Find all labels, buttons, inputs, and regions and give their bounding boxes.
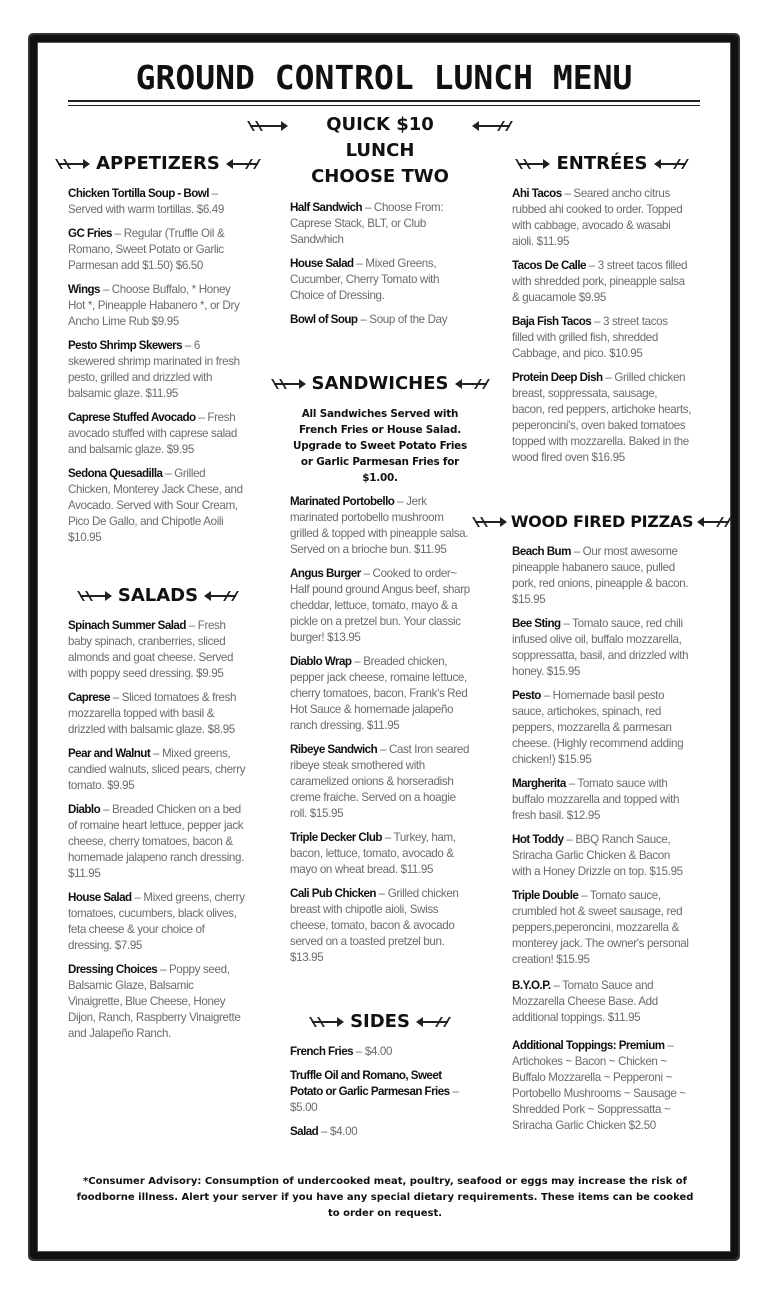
- menu-item: [290, 1044, 470, 1060]
- menu-item-name: Chicken Tortilla Soup - Bowl: [68, 187, 209, 200]
- menu-item-name: GC Fries: [68, 227, 112, 240]
- menu-item: [68, 338, 248, 402]
- menu-item-description: – Served with warm tortillas. $6.49: [68, 187, 224, 216]
- menu-item: [68, 618, 248, 682]
- menu-item-name: Margherita: [512, 777, 566, 790]
- menu-item: [512, 186, 692, 250]
- menu-item-name: Bee Sting: [512, 617, 561, 630]
- menu-item-name: Half Sandwich: [290, 201, 363, 214]
- menu-item-description: – Cooked to order~ Half pound ground Angus beef, sharp cheddar, lettuce, tomato, mayo & a pickle on a pretzel bun. Your classic burger! $13.95: [290, 567, 470, 644]
- menu-item-name: Salad: [290, 1125, 319, 1138]
- menu-item-name: Hot Toddy: [512, 833, 564, 846]
- sides-title: SIDES: [350, 1011, 410, 1032]
- menu-item-description: – $4.00: [353, 1045, 393, 1058]
- menu-item-name: Protein Deep Dish: [512, 371, 603, 384]
- menu-item: [512, 616, 692, 680]
- arrow-right-icon: [312, 1021, 342, 1023]
- salads-title: SALADS: [117, 585, 199, 606]
- menu-item-name: Pesto: [512, 689, 541, 702]
- menu-item: [290, 1124, 470, 1140]
- title-rule-thin: [68, 105, 700, 106]
- menu-item-description: – Tomato sauce, crumbled hot & sweet sausage, red peppers,peperoncini, mozzarella & monterey jack. The owner's personal creation! $15.95: [512, 889, 689, 966]
- menu-item-name: Caprese: [68, 691, 110, 704]
- menu-item-name: Diablo: [68, 803, 101, 816]
- menu-item-description: – Soup of the Day: [357, 313, 448, 326]
- arrow-right-icon: [518, 163, 548, 165]
- menu-item: [290, 494, 470, 558]
- menu-item-description: – Poppy seed, Balsamic Glaze, Balsamic Vinaigrette, Blue Cheese, Honey Dijon, Ranch, Raspberry Vinaigrette and Jalapeño Ranch.: [68, 963, 241, 1040]
- menu-item: [290, 742, 470, 822]
- menu-item: [68, 802, 248, 882]
- menu-item: [512, 544, 692, 608]
- menu-item-description: – Choose Buffalo, * Honey Hot *, Pineapple Habanero *, or Dry Ancho Lime Rub $9.95: [68, 283, 240, 328]
- quick-lunch-subtitle: CHOOSE TWO: [311, 166, 449, 187]
- menu-item-name: Truffle Oil and Romano, Sweet Potato or Garlic Parmesan Fries: [290, 1069, 450, 1098]
- menu-item-description: – Seared ancho citrus rubbed ahi cooked to order. Topped with cabbage, avocado & wasabi aioli. $11.95: [512, 187, 683, 248]
- quick-lunch-heading-text: [290, 112, 470, 190]
- arrow-right-icon: [250, 125, 286, 127]
- quick-lunch-heading: [290, 112, 470, 190]
- menu-item-description: – 6 skewered shrimp marinated in fresh pesto, grilled and drizzled with balsamic glaze. $11.95: [68, 339, 240, 400]
- menu-item-name: House Salad: [290, 257, 354, 270]
- pizzas-heading: [487, 510, 717, 534]
- menu-item-name: Dressing Choices: [68, 963, 158, 976]
- menu-item-name: Triple Double: [512, 889, 579, 902]
- menu-item: [290, 566, 470, 646]
- sandwiches-note: All Sandwiches Served with French Fries or House Salad. Upgrade to Sweet Potato Fries or Garlic Parmesan Fries for $1.00.: [292, 408, 468, 484]
- sides-list: [290, 1044, 470, 1148]
- pizzas-list: [512, 544, 692, 1142]
- quick-lunch-list: [290, 200, 470, 336]
- menu-item-name: Beach Bum: [512, 545, 571, 558]
- menu-item: [512, 1038, 692, 1134]
- menu-item-description: – $5.00: [290, 1085, 459, 1114]
- sandwiches-heading: [290, 372, 470, 396]
- menu-item-name: Caprese Stuffed Avocado: [68, 411, 196, 424]
- menu-item-description: – Fresh avocado stuffed with caprese salad and balsamic glaze. $9.95: [68, 411, 237, 456]
- menu-item-description: – Tomato sauce, red chili infused olive oil, buffalo mozzarella, soppressatta, basil, and drizzled with honey. $15.95: [512, 617, 689, 678]
- title-rule: [68, 100, 700, 102]
- salads-heading: [68, 584, 248, 608]
- right-column: [512, 112, 692, 1148]
- quick-lunch-title: QUICK $10 LUNCH: [326, 114, 434, 161]
- entrees-title: ENTRÉES: [556, 153, 648, 174]
- menu-item: [68, 746, 248, 794]
- menu-item-name: Marinated Portobello: [290, 495, 395, 508]
- menu-item-name: Triple Decker Club: [290, 831, 382, 844]
- menu-item-description: – Jerk marinated portobello mushroom grilled & topped with pineapple salsa. Served on a brioche bun. $11.95: [290, 495, 469, 556]
- menu-item-name: Diablo Wrap: [290, 655, 352, 668]
- menu-item-description: – Cast Iron seared ribeye steak smothered with caramelized onions & horseradish creme fraiche. Served on a hoagie roll. $15.95: [290, 743, 470, 820]
- entrees-list: [512, 186, 692, 474]
- menu-item-name: Sedona Quesadilla: [68, 467, 163, 480]
- menu-item-name: House Salad: [68, 891, 132, 904]
- sandwiches-list: [290, 406, 470, 974]
- pizzas-title: WOOD FIRED PIZZAS: [510, 512, 694, 531]
- menu-item-description: – Our most awesome pineapple habanero sauce, pulled pork, red onions, pineapple & bacon. $15.95: [512, 545, 689, 606]
- menu-item-description: – Fresh baby spinach, cranberries, sliced almonds and goat cheese. Served with poppy seed dressing. $9.95: [68, 619, 234, 680]
- menu-columns: [68, 112, 731, 1148]
- arrow-left-icon: [418, 1021, 448, 1023]
- menu-item-description: – Grilled Chicken, Monterey Jack Chese, and Avocado. Served with Sour Cream, Pico De Gallo, and Chipotle Aoili $10.95: [68, 467, 243, 544]
- appetizers-title: APPETIZERS: [96, 153, 220, 174]
- menu-item: [68, 690, 248, 738]
- menu-item-name: Tacos De Calle: [512, 259, 586, 272]
- arrow-left-icon: [228, 163, 258, 165]
- menu-item-description: – Breaded chicken, pepper jack cheese, romaine lettuce, cherry tomatoes, bacon, Frank's Red Hot Sauce & homemade jalapeño ranch dressing. $11.95: [290, 655, 468, 732]
- menu-item: [68, 186, 248, 218]
- arrow-left-icon: [206, 595, 236, 597]
- menu-item-description: – Mixed Greens, Cucumber, Cherry Tomato with Choice of Dressing.: [290, 257, 440, 302]
- menu-item-name: French Fries: [290, 1045, 353, 1058]
- arrow-right-icon: [475, 521, 505, 523]
- menu-item-description: – 3 street tacos filled with shredded pork, pineapple salsa & guacamole $9.95: [512, 259, 688, 304]
- sides-heading: [290, 1010, 470, 1034]
- menu-item-description: – Artichokes ~ Bacon ~ Chicken ~ Buffalo Mozzarella ~ Pepperoni ~ Portobello Mushrooms ~ Sausage ~ Shredded Pork ~ Soppressatta ~ Sriracha Garlic Chicken $2.50: [512, 1039, 686, 1132]
- sandwiches-title: SANDWICHES: [311, 373, 449, 394]
- menu-item-name: Additional Toppings: Premium: [512, 1039, 665, 1052]
- menu-item: [290, 312, 470, 328]
- arrow-right-icon: [80, 595, 110, 597]
- menu-item-description: – $4.00: [318, 1125, 358, 1138]
- menu-item-name: Ahi Tacos: [512, 187, 562, 200]
- menu-item: [290, 830, 470, 878]
- menu-item: [290, 1068, 470, 1116]
- arrow-left-icon: [656, 163, 686, 165]
- arrow-left-icon: [699, 521, 729, 523]
- menu-item-description: – Tomato Sauce and Mozzarella Cheese Base. Add additional toppings. $11.95: [512, 979, 658, 1024]
- menu-item-name: Baja Fish Tacos: [512, 315, 592, 328]
- menu-item: [68, 226, 248, 274]
- menu-item: [512, 314, 692, 362]
- arrow-left-icon: [474, 125, 510, 127]
- menu-item: [512, 370, 692, 466]
- arrow-right-icon: [58, 163, 88, 165]
- menu-item-description: – Turkey, ham, bacon, lettuce, tomato, avocado & mayo on wheat bread. $11.95: [290, 831, 456, 876]
- menu-item: [512, 688, 692, 768]
- menu-item: [512, 978, 692, 1026]
- menu-item: [512, 832, 692, 880]
- arrow-right-icon: [274, 383, 304, 385]
- menu-item: [290, 256, 470, 304]
- menu-item-description: – 3 street tacos filled with grilled fish, shredded Cabbage, and pico. $10.95: [512, 315, 668, 360]
- menu-item-description: – Mixed greens, candied walnuts, sliced pears, cherry tomato. $9.95: [68, 747, 246, 792]
- menu-item-description: – Tomato sauce with buffalo mozzarella and topped with fresh basil. $12.95: [512, 777, 680, 822]
- menu-item-name: Spinach Summer Salad: [68, 619, 186, 632]
- menu-item: [68, 466, 248, 546]
- left-column: [68, 112, 248, 1148]
- menu-item-description: – BBQ Ranch Sauce, Sriracha Garlic Chicken & Bacon with a Honey Drizzle on top. $15.95: [512, 833, 683, 878]
- menu-item-name: Pesto Shrimp Skewers: [68, 339, 183, 352]
- menu-item-description: – Regular (Truffle Oil & Romano, Sweet Potato or Garlic Parmesan add $1.50) $6.50: [68, 227, 225, 272]
- menu-item-description: – Breaded Chicken on a bed of romaine heart lettuce, pepper jack cheese, cherry tomatoes, bacon & homemade jalapeno ranch dressing. $11.95: [68, 803, 244, 880]
- menu-item-description: – Grilled chicken breast, soppressata, sausage, bacon, red peppers, artichoke hearts, peperoncini's, oven baked tomatoes topped with mozzarella. Baked in the wood fired oven $16.95: [512, 371, 692, 464]
- consumer-advisory: *Consumer Advisory: Consumption of undercooked meat, poultry, seafood or eggs may increase the risk of foodborne illness. Alert your server if you have any special dietary requirements. These items can be cooked to order on request.: [76, 1176, 694, 1219]
- brush-border: [30, 35, 738, 1259]
- menu-item-name: Bowl of Soup: [290, 313, 358, 326]
- menu-item-description: – Choose From: Caprese Stack, BLT, or Club Sandwhich: [290, 201, 444, 246]
- menu-item-name: Pear and Walnut: [68, 747, 151, 760]
- menu-item-description: – Homemade basil pesto sauce, artichokes, spinach, red peppers, mozzarella & parmesan cheese. (Highly recommend adding chicken!) $15.95: [512, 689, 684, 766]
- menu-item: [68, 410, 248, 458]
- menu-item: [290, 654, 470, 734]
- appetizers-heading: [68, 152, 248, 176]
- menu-item: [68, 890, 248, 954]
- menu-item-name: Wings: [68, 283, 100, 296]
- menu-item-name: Ribeye Sandwich: [290, 743, 378, 756]
- menu-item: [512, 258, 692, 306]
- menu-item: [512, 888, 692, 968]
- menu-item-description: – Grilled chicken breast with chipotle aioli, Swiss cheese, tomato, bacon & avocado served on a toasted pretzel bun. $13.95: [290, 887, 459, 964]
- menu-item: [68, 962, 248, 1042]
- menu-item: [512, 776, 692, 824]
- menu-item-description: – Sliced tomatoes & fresh mozzarella topped with basil & drizzled with balsamic glaze. $8.95: [68, 691, 237, 736]
- middle-column: [290, 112, 470, 1148]
- menu-item-description: – Mixed greens, cherry tomatoes, cucumbers, black olives, feta cheese & your choice of dressing. $7.95: [68, 891, 245, 952]
- menu-item-name: Angus Burger: [290, 567, 361, 580]
- menu-item-name: Cali Pub Chicken: [290, 887, 376, 900]
- arrow-left-icon: [457, 383, 487, 385]
- menu-item: [290, 200, 470, 248]
- menu-item: [290, 886, 470, 966]
- appetizers-list: [68, 186, 248, 554]
- entrees-heading: [512, 152, 692, 176]
- menu-item-name: B.Y.O.P.: [512, 979, 551, 992]
- menu-title: GROUND CONTROL LUNCH MENU: [135, 58, 633, 97]
- sandwiches-items: [290, 494, 470, 966]
- salads-list: [68, 618, 248, 1050]
- menu-item: [68, 282, 248, 330]
